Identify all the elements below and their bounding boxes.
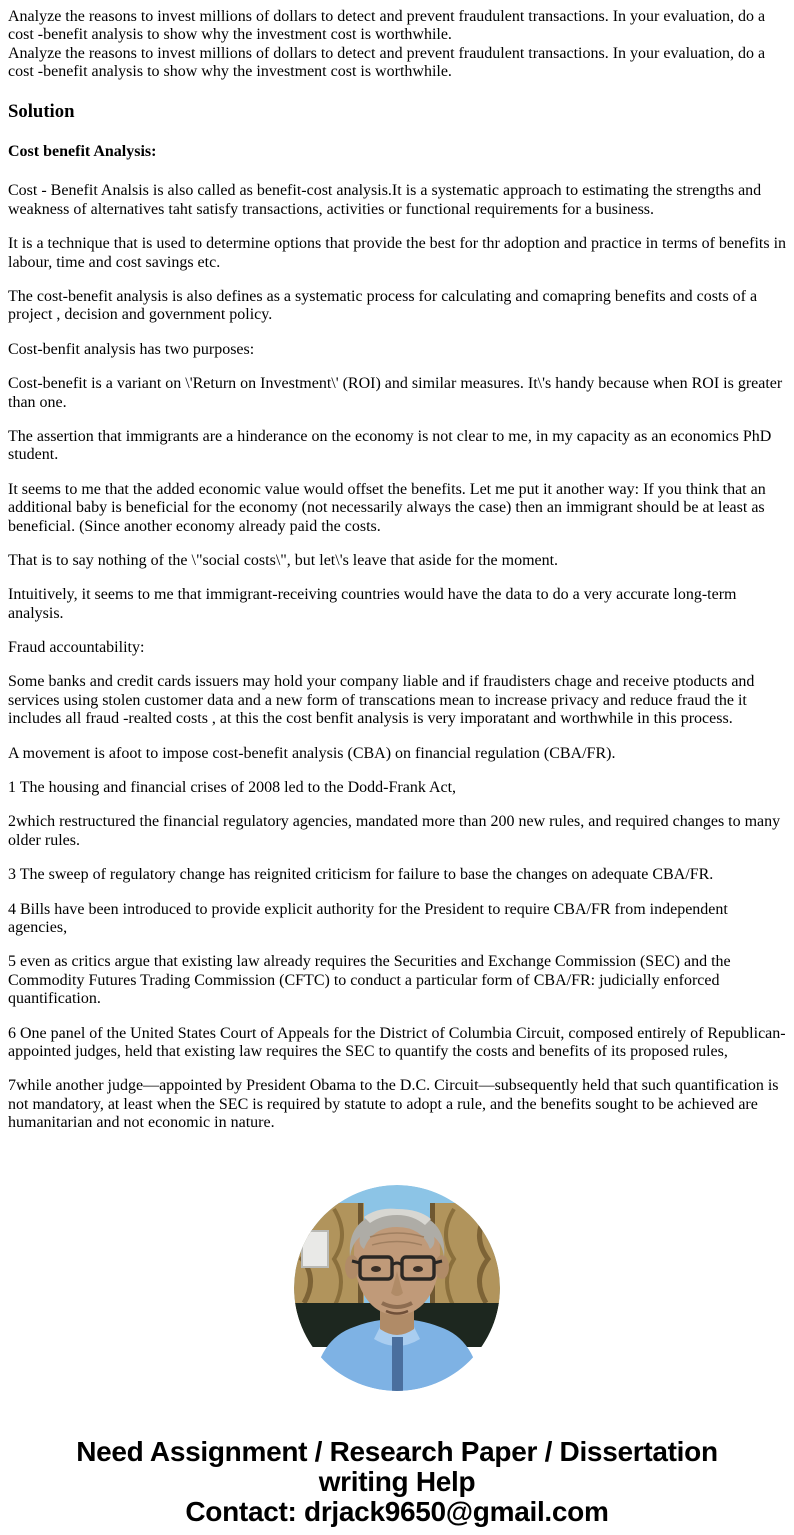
paragraph-banks-liability: Some banks and credit cards issuers may hold your company liable and if fraudisters chage and receive ptoducts and services using stolen customer data and a new form of transcations mean to increase privacy and reduce fraud the it includes all fraud -realted costs , at this the cost benfit analysis is very imporatant and worthwhile in this process. [8, 673, 755, 728]
question-text-repeat: Analyze the reasons to invest millions of dollars to detect and prevent fraudulent transactions. In your evaluation, do a cost -benefit analysis to show why the investment cost is worthwhile. [8, 44, 766, 81]
paragraph-point-6: 6 One panel of the United States Court of Appeals for the District of Columbia Circuit, composed entirely of Republican-appointed judges, held that existing law requires the SEC to quantify the costs and benefits of its proposed rules, [8, 1024, 786, 1060]
footer-line-1: Need Assignment / Research Paper / Dissertation [76, 1435, 718, 1467]
paragraph-intuitively: Intuitively, it seems to me that immigrant-receiving countries would have the data to do a very accurate long-term analysis. [8, 586, 737, 622]
paragraph-economic-value: It seems to me that the added economic value would offset the benefits. Let me put it another way: If you think that an additional baby is beneficial for the economy (not necessarily always the case) then an immigrant should be at least as beneficial. (Since another economy already paid the costs. [8, 480, 766, 535]
question-text: Analyze the reasons to invest millions of dollars to detect and prevent fraudulent transactions. In your evaluation, do a cost -benefit analysis to show why the investment cost is worthwhile. [8, 8, 766, 44]
paragraph-two-purposes: Cost-benfit analysis has two purposes: [8, 340, 255, 358]
paragraph-point-2: 2which restructured the financial regulatory agencies, mandated more than 200 new rules, and required changes to many older rules. [8, 813, 781, 849]
avatar-section [8, 1185, 786, 1391]
footer-line-2: writing Help [318, 1465, 476, 1497]
paragraph-point-3: 3 The sweep of regulatory change has reignited criticism for failure to base the changes on adequate CBA/FR. [8, 866, 714, 884]
paragraph-point-1: 1 The housing and financial crises of 2008 led to the Dodd-Frank Act, [8, 779, 457, 797]
paragraph-cba-movement: A movement is afoot to impose cost-benefit analysis (CBA) on financial regulation (CBA/FR). [8, 744, 616, 762]
footer-contact-email: Contact: drjack9650@gmail.com [185, 1495, 609, 1527]
paragraph-cost-benefit-definition: Cost - Benefit Analsis is also called as benefit-cost analysis.It is a systematic approach to estimating the strengths and weakness of alternatives taht satisfy transactions, activities or functional requirements for a business. [8, 182, 762, 218]
paragraph-systematic-process: The cost-benefit analysis is also defines as a systematic process for calculating and comapring benefits and costs of a project , decision and government policy. [8, 288, 758, 324]
paragraph-immigrants-assertion: The assertion that immigrants are a hinderance on the economy is not clear to me, in my capacity as an economics PhD student. [8, 427, 772, 464]
paragraph-point-7: 7while another judge—appointed by President Obama to the D.C. Circuit—subsequently held that such quantification is not mandatory, at least when the SEC is required by statute to adopt a rule, and the benefits sought to be achieved are humanitarian and not economic in nature. [8, 1077, 779, 1132]
tutor-photo [294, 1185, 500, 1391]
footer-banner [8, 1437, 786, 1528]
paragraph-social-costs: That is to say nothing of the \"social costs\", but let\'s leave that aside for the moment. [8, 551, 559, 569]
question-block [8, 8, 786, 82]
paragraph-point-5: 5 even as critics argue that existing law already requires the Securities and Exchange Commission (SEC) and the Commodity Futures Trading Commission (CFTC) to conduct a particular form of CBA/FR: judicially enforced quantification. [8, 953, 731, 1008]
paragraph-technique: It is a technique that is used to determine options that provide the best for thr adoption and practice in terms of benefits in labour, time and cost savings etc. [8, 235, 787, 271]
paragraph-fraud-accountability-label: Fraud accountability: [8, 639, 145, 657]
solution-heading: Solution [8, 100, 75, 122]
cost-benefit-subheading: Cost benefit Analysis: [8, 143, 157, 161]
paragraph-point-4: 4 Bills have been introduced to provide explicit authority for the President to require CBA/FR from independent agencies, [8, 900, 728, 936]
paragraph-roi: Cost-benefit is a variant on \'Return on Investment\' (ROI) and similar measures. It\'s handy because when ROI is greater than one. [8, 375, 783, 411]
